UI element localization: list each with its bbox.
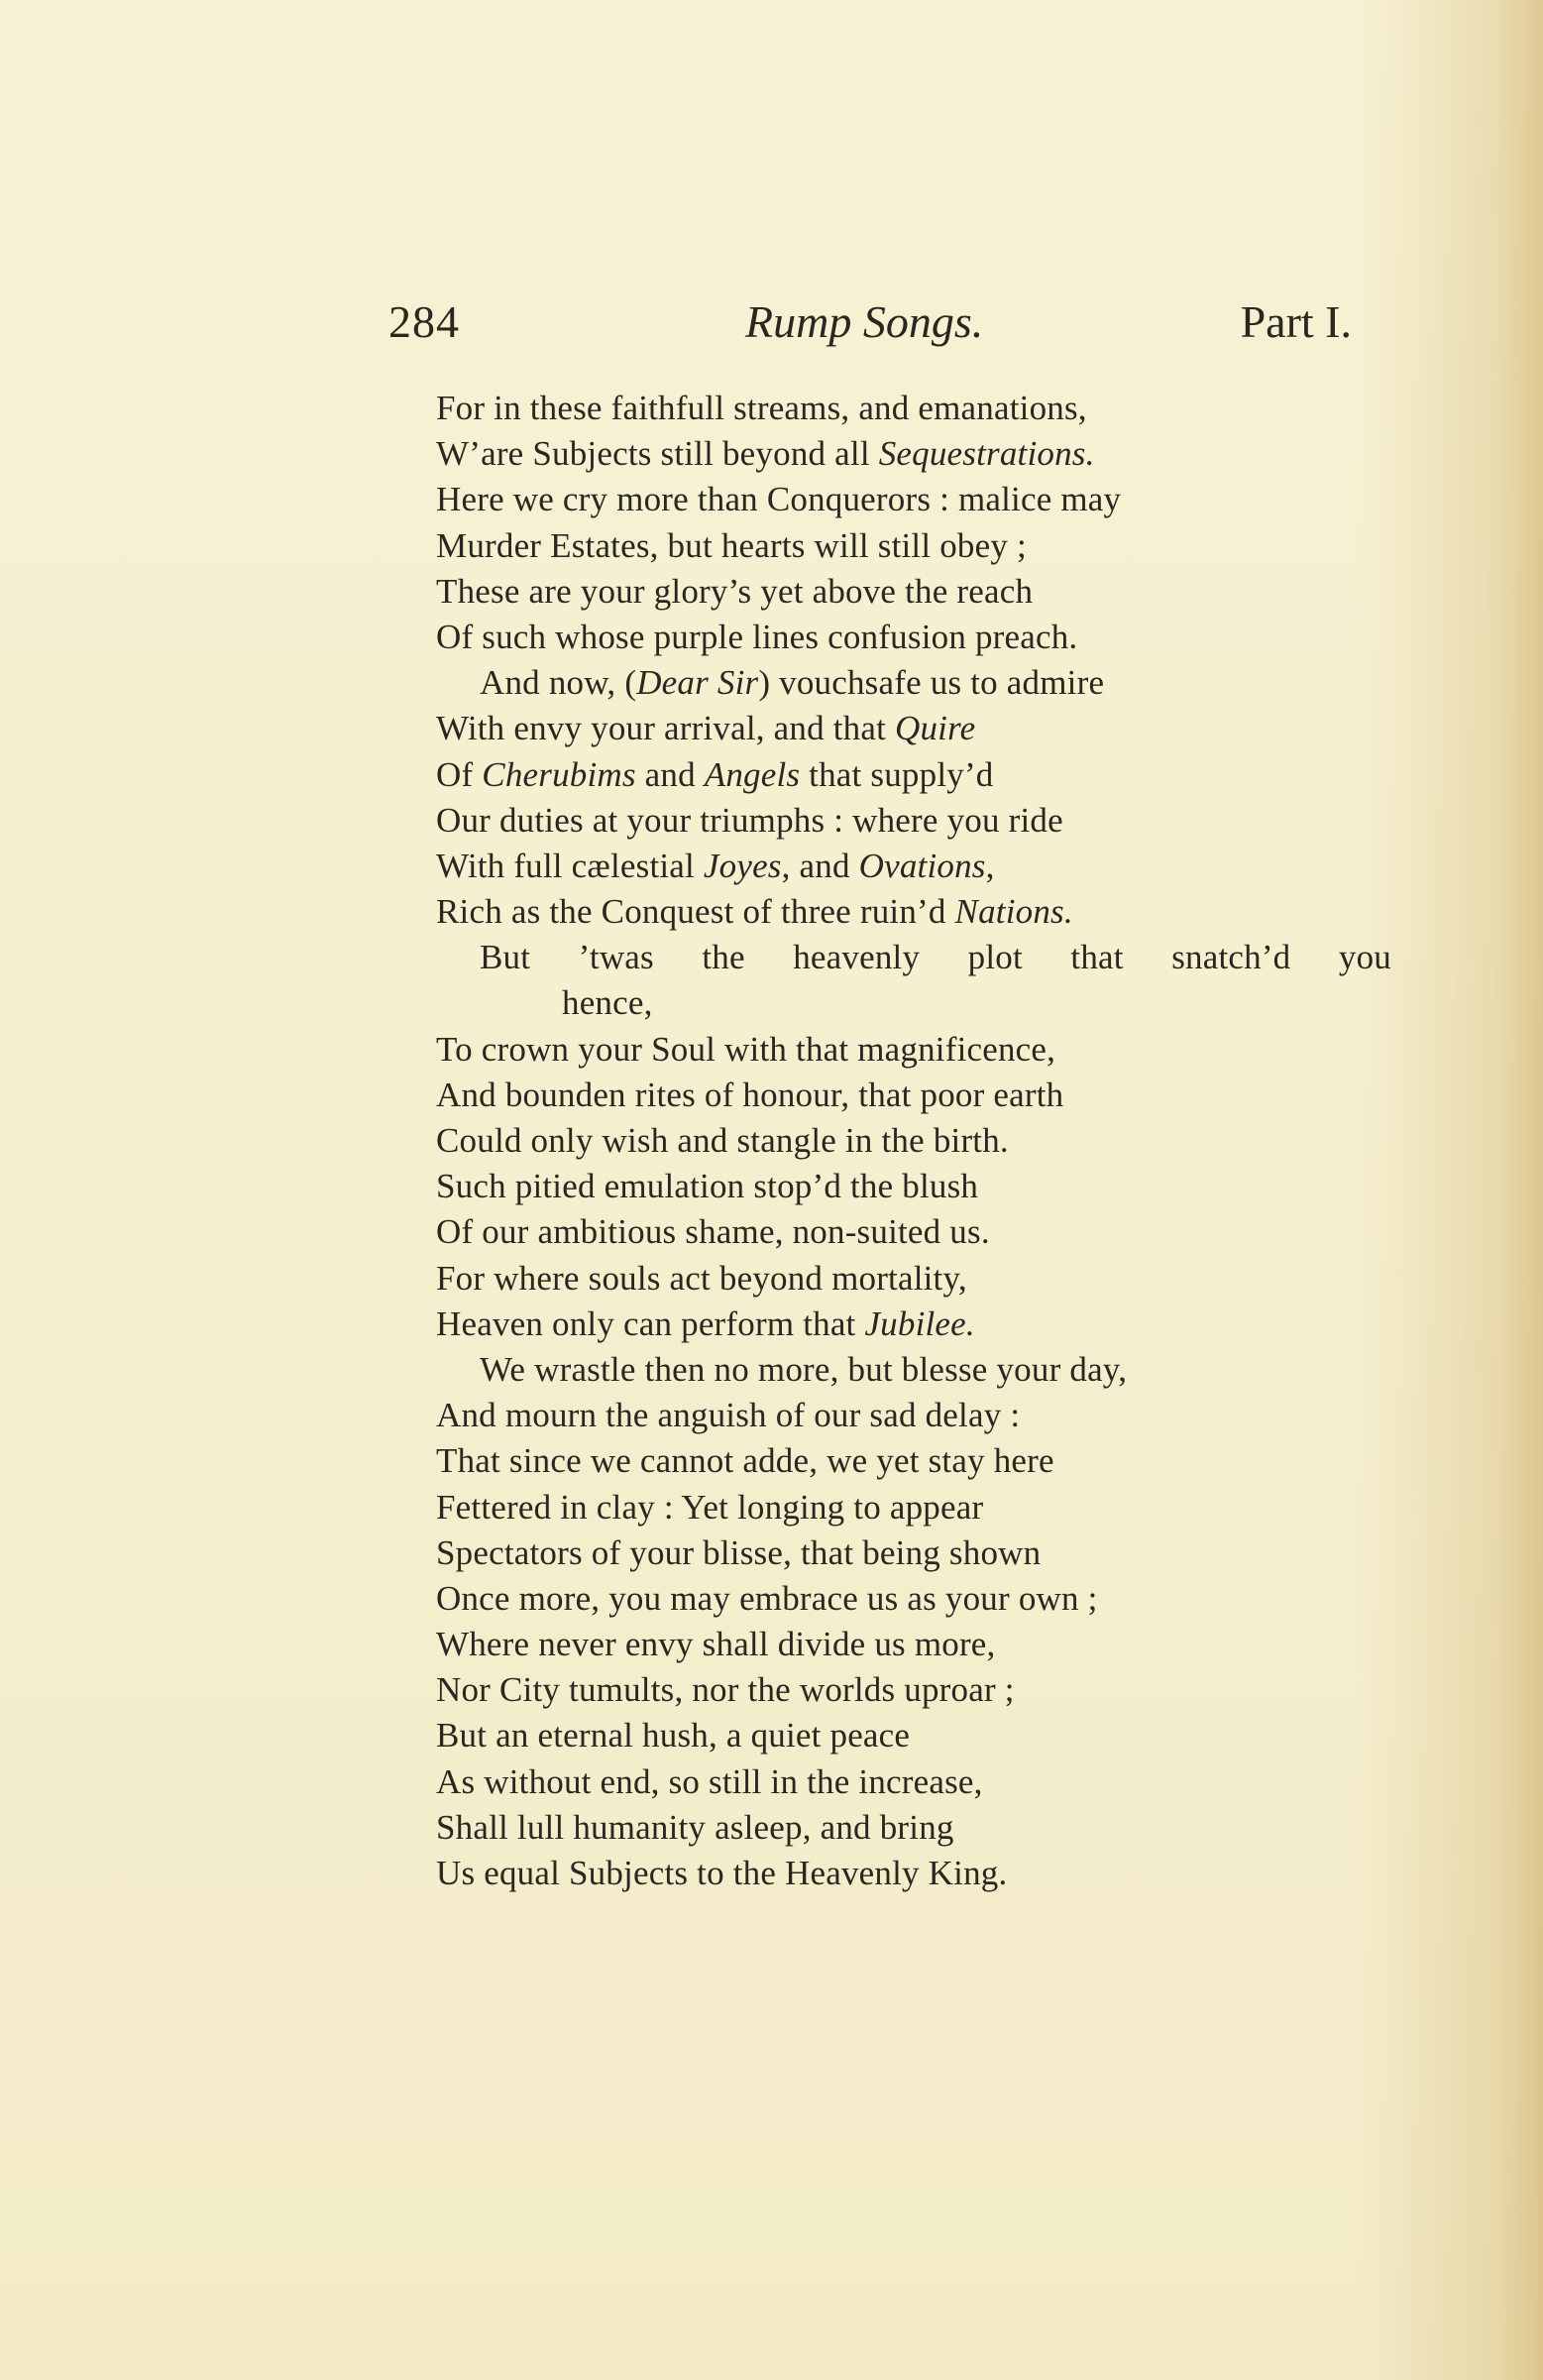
- poem-line: We wrastle then no more, but blesse your day,: [480, 1349, 1128, 1389]
- poem-line: Here we cry more than Conquerors : malice may: [436, 480, 1122, 519]
- poem-line: To crown your Soul with that magnificence,: [436, 1029, 1056, 1069]
- poem-line: Where never envy shall divide us more,: [436, 1625, 996, 1664]
- poem-line: Of Cherubims and Angels that supply’d: [436, 754, 994, 794]
- poem-line: Us equal Subjects to the Heavenly King.: [436, 1854, 1008, 1892]
- poem-line: Once more, you may embrace us as your own ;: [436, 1578, 1098, 1618]
- poem-line: And mourn the anguish of our sad delay :: [436, 1396, 1021, 1435]
- poem-line: Of such whose purple lines confusion preach.: [436, 617, 1078, 656]
- poem-line: Of our ambitious shame, non-suited us.: [436, 1212, 990, 1252]
- poem-line: For where souls act beyond mortality,: [436, 1258, 967, 1298]
- poem-line: Could only wish and stangle in the birth.: [436, 1121, 1009, 1160]
- poem-line: As without end, so still in the increase,: [436, 1761, 983, 1801]
- poem-line: With full cælestial Joyes, and Ovations,: [436, 846, 995, 885]
- poem-line: Our duties at your triumphs : where you ride: [436, 800, 1063, 840]
- poem-line: That since we cannot adde, we yet stay here: [436, 1441, 1054, 1481]
- poem-line: For in these faithfull streams, and emanations,: [436, 389, 1087, 427]
- poem-line: And bounden rites of honour, that poor earth: [436, 1075, 1064, 1114]
- poem-line: Heaven only can perform that Jubilee.: [436, 1303, 975, 1343]
- running-head: [388, 295, 1352, 359]
- poem-line: hence,: [562, 983, 653, 1023]
- poem-line: Such pitied emulation stop’d the blush: [436, 1167, 979, 1206]
- poem-line: Spectators of your blisse, that being shown: [436, 1532, 1042, 1572]
- poem-line: With envy your arrival, and that Quire: [436, 709, 976, 748]
- poem-text: [436, 386, 1391, 1896]
- poem-line: Rich as the Conquest of three ruin’d Nations.: [436, 892, 1073, 932]
- poem-line: Nor City tumults, nor the worlds uproar ;: [436, 1670, 1015, 1710]
- poem-line: Murder Estates, but hearts will still obey ;: [436, 525, 1027, 565]
- poem-line: Fettered in clay : Yet longing to appear: [436, 1487, 984, 1527]
- poem-line: But ’twas the heavenly plot that snatch’d you: [480, 938, 1391, 977]
- poem-line: But an eternal hush, a quiet peace: [436, 1716, 911, 1756]
- poem-line: Shall lull humanity asleep, and bring: [436, 1807, 954, 1847]
- poem-line: These are your glory’s yet above the reach: [436, 571, 1034, 611]
- part-label: Part I.: [1240, 296, 1352, 347]
- poem-line: And now, (Dear Sir) vouchsafe us to admire: [480, 663, 1105, 703]
- running-title: Rump Songs.: [745, 296, 984, 347]
- page-number: 284: [388, 296, 460, 347]
- poem-line: W’are Subjects still beyond all Sequestrations.: [436, 434, 1095, 474]
